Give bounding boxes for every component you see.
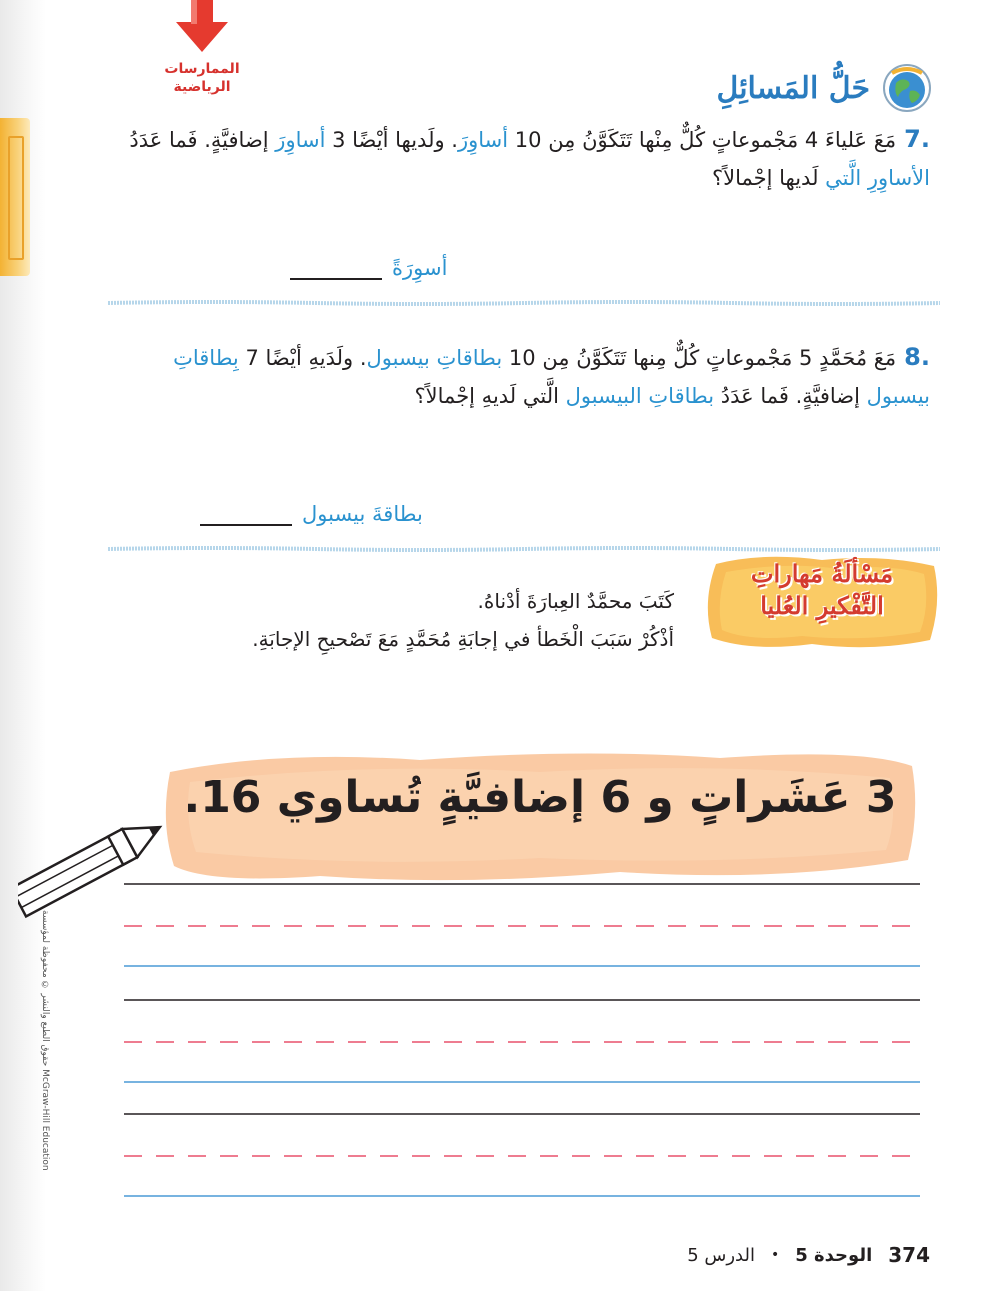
hot-line-2: أذْكُرْ سَبَبَ الْخَطأ في إجابَةِ مُحَمَّدٍ مَعَ تَصْحيحِ الإجابَةِ. [252, 627, 674, 651]
problem-8-text-b: . ولَدَيهِ أيْضًا 7 [238, 346, 367, 370]
problem-8-text-d: الَّتي لَديهِ إجْمالاً؟ [414, 384, 566, 408]
page-footer [630, 1240, 930, 1270]
problem-8-answer-unit: بطاقةَ بيسبول [302, 502, 423, 526]
previous-page-edge [0, 118, 30, 276]
lesson-label: الدرس 5 [687, 1244, 755, 1266]
problem-7-keyword-2: أساوِرَ [275, 128, 326, 152]
practices-line-1: الممارسات [164, 61, 240, 77]
page-number: 374 [888, 1243, 930, 1267]
problem-7-text-c: إضافيَّةٍ. فَما عَدَدُ [129, 128, 276, 152]
problem-7-keyword-1: أساوِرَ [457, 128, 509, 152]
hot-title-line-1: مَسْألَةُ مَهاراتِ [750, 559, 894, 588]
page-title: حَلُّ المَسائِلِ [716, 70, 870, 106]
copyright-notice: حقوق الطبع والنشر © محفوظة لمؤسسة McGraw-Hill Education [40, 910, 50, 1171]
problem-7 [120, 120, 930, 197]
problem-8-number: .8 [904, 343, 930, 371]
problem-8-answer-blank[interactable] [200, 500, 292, 526]
problem-7-text-a: مَعَ عَلياءَ 4 مَجْموعاتٍ كُلٌّ مِنْها تَتَكَوَّنُ مِن 10 [508, 128, 897, 152]
down-arrow-icon [174, 0, 230, 54]
problem-7-answer [290, 254, 447, 280]
problem-7-answer-blank[interactable] [290, 254, 382, 280]
unit-label: الوحدة 5 [795, 1244, 873, 1266]
problem-8-keyword-3: بطاقاتِ البيسبول [565, 384, 715, 408]
problem-8-text-c: إضافيَّةٍ. فَما عَدَدُ [714, 384, 867, 408]
hot-problem-title [702, 558, 942, 622]
problem-7-number: .7 [904, 125, 930, 153]
hot-problem-text [154, 582, 674, 658]
handwriting-lines[interactable] [124, 880, 920, 1220]
problem-8-answer [200, 500, 423, 526]
problem-8-text-a: مَعَ مُحَمَّدٍ 5 مَجْموعاتٍ كُلٌّ مِنها تَتَكَوَّنُ مِن 10 [502, 346, 897, 370]
student-statement: 3 عَشَراتٍ و 6 إضافيَّةٍ تُساوي 16. [183, 772, 897, 823]
footer-separator: • [770, 1247, 780, 1263]
problem-8 [120, 338, 930, 415]
problem-7-keyword-3: الأساوِرِ الَّتي [825, 166, 930, 190]
math-practices-label [150, 60, 254, 96]
hot-line-1: كَتَبَ محمَّدٌ العِبارَةَ أدْناهُ. [477, 589, 674, 613]
problem-7-text-d: لَديها إجْمالاً؟ [711, 166, 826, 190]
problem-8-keyword-1: بطاقاتِ بيسبول [366, 346, 503, 370]
globe-icon [882, 63, 932, 113]
hot-title-line-2: التَّفْكيرِ العُليا [760, 591, 884, 620]
practices-line-2: الرياضية [173, 79, 231, 95]
section-header [716, 60, 932, 116]
section-divider [108, 300, 940, 306]
problem-7-answer-unit: أسوِرَةً [392, 256, 448, 280]
problem-8-keyword-2: بِطاقاتِ بيسبول [173, 346, 930, 408]
problem-7-text-b: . ولَديها أيْضًا 3 [325, 128, 458, 152]
